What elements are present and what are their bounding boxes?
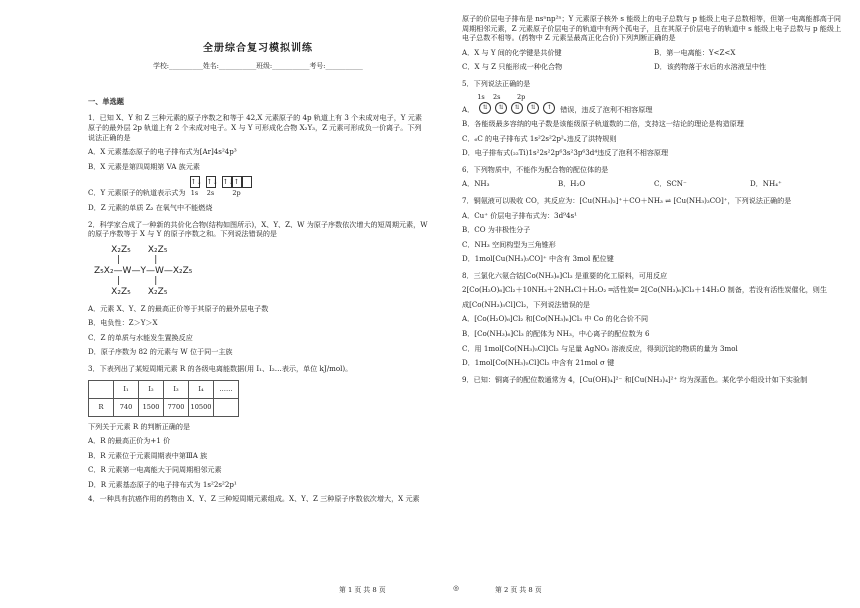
orbital-box-2p-2: ↑	[232, 176, 242, 188]
q3-option-c: C．R 元素第一电离能大于同周期相邻元素	[88, 465, 222, 475]
q6-options	[462, 179, 846, 189]
q3-option-a: A．R 的最高正价为+1 价	[88, 436, 171, 446]
table-cell: 740	[114, 398, 139, 416]
orbital-box-1s: ↑↓	[190, 178, 203, 187]
page-title: 全册综合复习模拟训练	[203, 43, 313, 54]
q1-option-a: A．X 元素基态原子的电子排布式为[Ar]4s²4p³	[88, 147, 237, 157]
q4-option-c: C．X 与 Z 只能形成一种化合物	[462, 62, 563, 72]
orbital-circle-icon: ⇅	[495, 102, 507, 114]
q2-option-b: B．电负性：Z＞Y＞X	[88, 318, 158, 328]
q2-option-d: D．原子序数为 82 的元素与 W 位于同一主族	[88, 347, 233, 357]
footer-page-right: 第 2 页 共 8 页	[495, 586, 542, 594]
question-7: 7．铜氨液可以吸收 CO，其反应为：[Cu(NH₃)₂]⁺＋CO＋NH₃ ⇌ [Cu(NH₃)₃CO]⁺，下列说法正确的是	[462, 195, 792, 205]
q7-option-b: B．CO 为非极性分子	[462, 225, 531, 235]
q5-option-a: A． 1s 2s 2p ⇅ ⇅ ⇅ ⇅ ↑ 错误，违反了泡利不相容原理	[462, 93, 653, 114]
q2-option-c: C．Z 的单质与水能发生置换反应	[88, 332, 193, 342]
q8-equation-continued: 成[Co(NH₃)₅Cl]Cl₂，下列说法错误的是	[462, 299, 591, 309]
q1-option-c-text: C．Y 元素原子的轨道表示式为	[88, 188, 186, 198]
q8-equation: 2[Co(H₂O)₆]Cl₂＋10NH₃＋2NH₄Cl＋H₂O₂ ═活性炭═ 2[Co(NH₃)₆]Cl₃＋14H₂O 制备，若没有活性炭催化，则生	[462, 285, 827, 295]
q5-option-a-text: 错误，违反了泡利不相容原理	[560, 104, 653, 114]
q5-orbital-circles	[477, 93, 557, 114]
question-3: 3．下表列出了某短周期元素 R 的各级电离能数据(用 I₁、I₂…表示，单位 kJ/mol)。	[88, 363, 353, 373]
table-header-cell: I₄	[189, 380, 214, 398]
question-2: 2．科学家合成了一种新的共价化合物(结构如图所示)，X、Y、Z、W 为原子序数依次增大的短周期元素，W 的原子序数等于 X 与 Y 的原子序数之和。下列说法错误的是	[88, 219, 428, 239]
orbital-box-2p-3	[242, 176, 252, 188]
q6-option-d: D．NH₄⁺	[750, 179, 782, 189]
table-header-cell: ……	[214, 380, 239, 398]
q2-option-a: A．元素 X、Y、Z 的最高正价等于其原子的最外层电子数	[88, 303, 269, 313]
molecule-structure: X₂Z₅ X₂Z₅ | | Z₅X₂—W—Y—W—X₂Z₅ | | X₂Z₅ X₂Z₅	[94, 244, 193, 298]
q7-option-c: C．NH₃ 空间构型为三角锥形	[462, 239, 556, 249]
table-header-cell: I₃	[164, 380, 189, 398]
q5-option-c: C．₆C 的电子排布式 1s²2s²2p²ₓ违反了洪特规则	[462, 133, 617, 143]
question-8: 8．三氯化六氨合钴[Co(NH₃)₆]Cl₃ 是重要的化工原料，可用反应	[462, 270, 668, 280]
orbital-diagram	[190, 176, 252, 198]
q3-option-d: D．R 元素基态原子的电子排布式为 1s²2s²2p¹	[88, 479, 237, 489]
q8-option-a: A．[Co(H₂O)₆]Cl₂ 和[Co(NH₃)₆]Cl₃ 中 Co 的化合价不同	[462, 314, 649, 324]
q4-options-row-1	[462, 48, 846, 58]
ionization-table-header	[89, 380, 239, 398]
table-cell: 1500	[139, 398, 164, 416]
footer-divider-icon: ◎	[453, 584, 459, 592]
q3-option-b: B．R 元素位于元素周期表中第ⅢA 族	[88, 450, 208, 460]
q4-option-b: B．第一电离能：Y<Z<X	[654, 47, 736, 57]
orbital-label-2p: 2p	[232, 189, 241, 198]
q4-continued: 原子的价层电子排布是 nsⁿnp²ⁿ；Y 元素原子核外 s 能级上的电子总数与 p 能级上电子总数相等，但第一电离能都高于同周期相邻元素，Z 元素原子价层电子的轨道中有两个孤电子，且在其原子价层电子的轨道中 s 能级上电子总数与 p 能级上电子总数不相等。(药物中 Z 元素呈最高正化合价)下列判断正确的是	[462, 14, 842, 43]
table-header-cell: I₂	[139, 380, 164, 398]
table-header-cell: I₁	[114, 380, 139, 398]
question-4: 4．一种具有抗癌作用的药物由 X、Y、Z 三种短周期元素组成。X、Y、Z 三种原子序数依次增大，X 元素	[88, 494, 420, 504]
q3-stem: 下列关于元素 R 的判断正确的是	[88, 421, 191, 431]
q4-option-a: A．X 与 Y 间的化学键是共价键	[462, 47, 562, 57]
question-9: 9．已知：铜离子的配位数通常为 4，[Cu(OH)₄]²⁻ 和[Cu(NH₃)₄]²⁺ 均为深蓝色。某化学小组设计如下实验制	[462, 374, 808, 384]
q1-option-b: B．X 元素是第四周期第 VA 族元素	[88, 161, 200, 171]
q5-option-d: D．电子排布式(₂₂Ti)1s²2s²2p⁶3s²3p⁶3d⁴违反了泡利不相容原理	[462, 148, 669, 158]
left-column	[0, 0, 428, 504]
q6-option-b: B．H₂O	[558, 179, 586, 189]
footer-page-left: 第 1 页 共 8 页	[339, 586, 386, 594]
orbital-circle-icon: ⇅	[511, 102, 523, 114]
student-info-line: 学校:__________姓名:___________班级:___________考号:___________	[153, 61, 363, 70]
q4-option-d: D．该药物落于水后的水溶液呈中性	[654, 62, 767, 72]
right-column	[462, 0, 846, 384]
ionization-table	[88, 380, 239, 417]
orbital-box-2p-1: ↑↓	[222, 178, 235, 187]
table-cell: 10500	[189, 398, 214, 416]
q8-option-b: B．[Co(NH₃)₆]Cl₃ 的配体为 NH₃，中心离子的配位数为 6	[462, 329, 650, 339]
q5-option-b: B．各能级最多容纳的电子数是该能级原子轨道数的二倍，支持这一结论的理论是构造原理	[462, 119, 744, 129]
q8-option-c: C．用 1mol[Co(NH₃)₅Cl]Cl₂ 与足量 AgNO₃ 溶液反应，得到沉淀的物质的量为 3mol	[462, 343, 738, 353]
orbital-circle-icon: ⇅	[527, 102, 539, 114]
q6-option-c: C．SCN⁻	[654, 179, 687, 189]
q8-option-d: D．1mol[Co(NH₃)₅Cl]Cl₂ 中含有 21mol σ 键	[462, 358, 615, 368]
table-cell: R	[89, 398, 114, 416]
q7-option-a: A．Cu⁺ 价层电子排布式为：3d⁹4s¹	[462, 210, 577, 220]
question-5: 5．下列说法正确的是	[462, 78, 531, 88]
question-6: 6．下列物质中，不能作为配合物的配位体的是	[462, 164, 609, 174]
orbital-circle-icon: ↑	[543, 102, 555, 114]
q1-option-d: D．Z 元素的单质 Z₂ 在氧气中不能燃烧	[88, 202, 213, 212]
orbital-label-1s: 1s	[190, 189, 199, 198]
orbital-label-2s: 2s	[206, 189, 215, 198]
q5-orbital-labels: 1s 2s 2p	[477, 93, 526, 102]
orbital-box-2s: ↑↓	[206, 178, 219, 187]
q1-option-c	[88, 176, 428, 198]
table-cell	[214, 398, 239, 416]
table-cell: 7700	[164, 398, 189, 416]
q4-options-row-2	[462, 62, 846, 72]
table-header-cell	[89, 380, 114, 398]
orbital-circle-icon: ⇅	[479, 102, 491, 114]
q7-option-d: D．1mol[Cu(NH₃)₃CO]⁺ 中含有 3mol 配位键	[462, 254, 614, 264]
question-1: 1．已知 X、Y 和 Z 三种元素的原子序数之和等于 42,X 元素原子的 4p 轨道上有 3 个未成对电子，Y 元素原子的最外层 2p 轨道上有 2 个未成对电子。X 与 Y 可形成化合物 X₂Y₃，Z 元素可形成负一价离子。下列说法正确的是	[88, 113, 422, 142]
section-heading: 一、单选题	[88, 96, 124, 106]
q6-option-a: A．NH₃	[462, 179, 490, 189]
ionization-table-row	[89, 398, 239, 416]
